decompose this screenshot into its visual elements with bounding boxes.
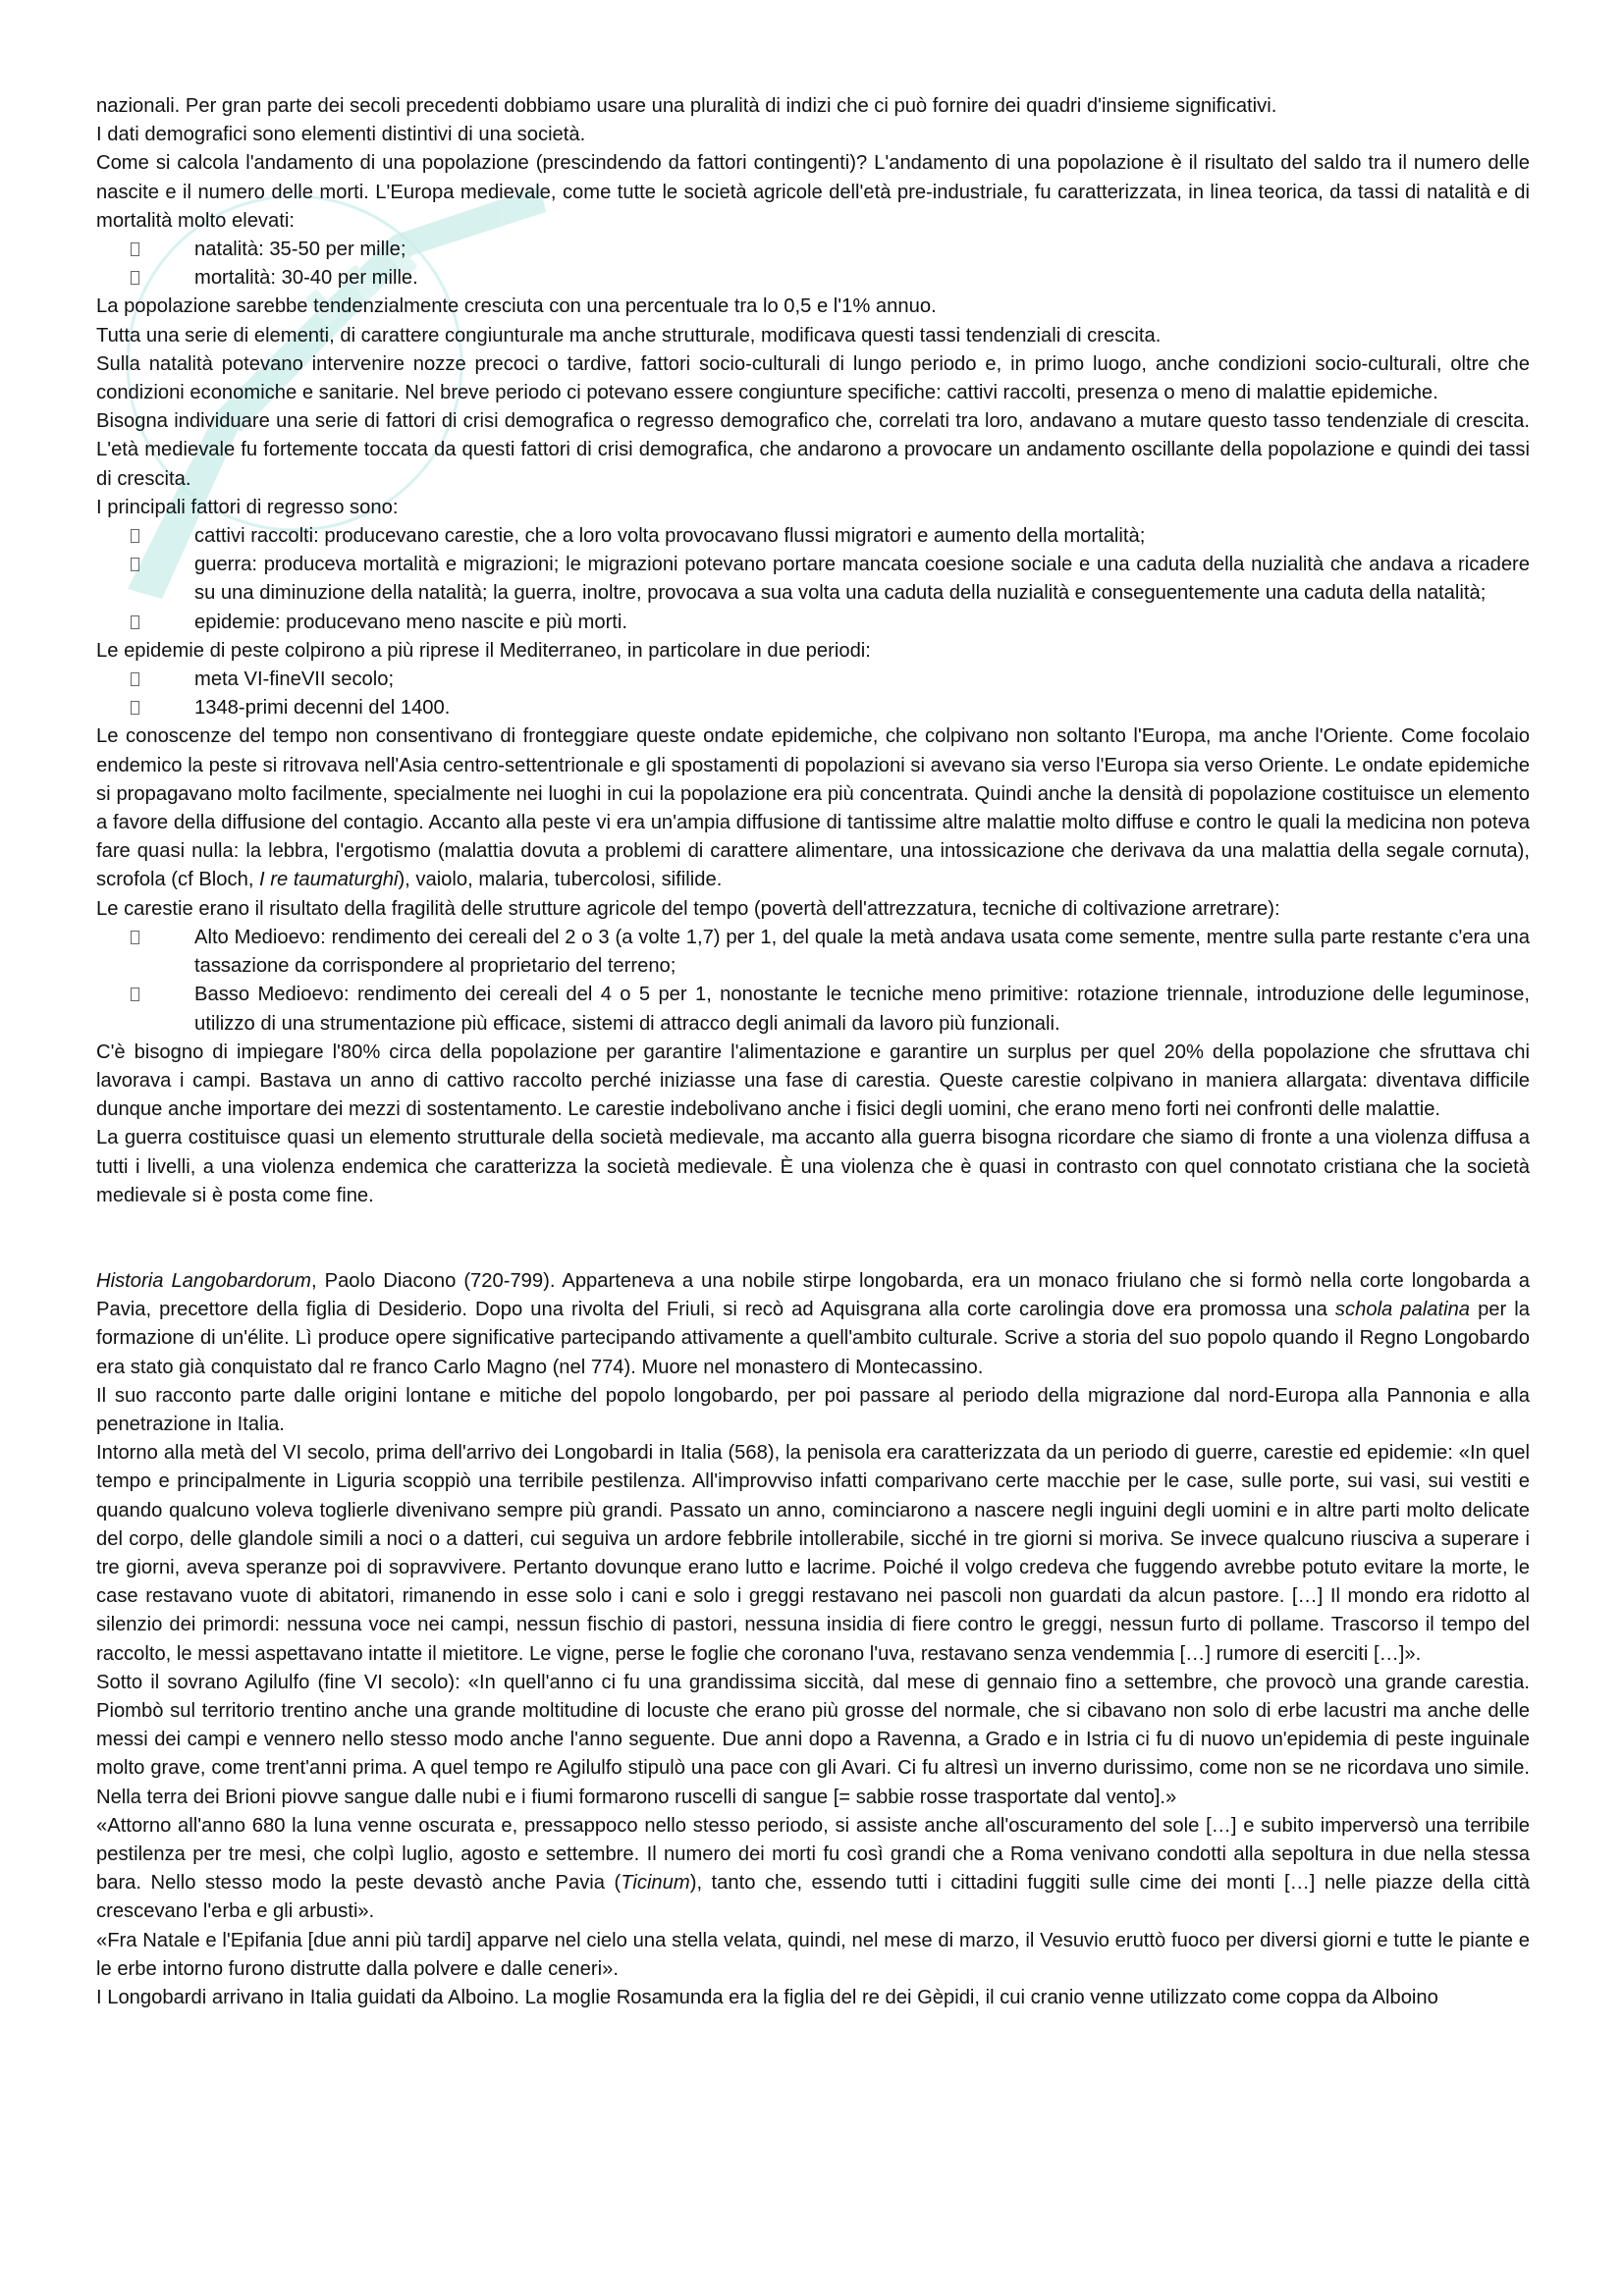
paragraph-narrative: Il suo racconto parte dalle origini lontane e mitiche del popolo longobardo, per poi passare al periodo della migrazione dal nord-Europa alla Pannonia e alla penetrazione in Italia. — [96, 1384, 1530, 1435]
paragraph-crisis: Bisogna individuare una serie di fattori di crisi demografica o regresso demografico che, correlati tra loro, andavano a mutare questo tasso tendenziale di crescita. L'età medievale fu fortemente toccata da questi fattori di crisi demografica, che andarono a provocare un andamento oscillante della popolazione e quindi dei tassi di crescita. — [96, 410, 1530, 490]
list-plague-periods — [96, 666, 1530, 722]
paragraph-680-quote: «Attorno all'anno 680 la luna venne oscurata e, pressappoco nello stesso periodo, si assiste anche all'oscuramento del sole […] e subito imperversò una terribile pestilenza per tre mesi, che colpì luglio, agosto e settembre. Il numero dei morti fu così grandi che a Roma venivano condotti alla sepoltura in due nella stessa bara. Nello stesso modo la peste devastò anche Pavia (Ticinum), tanto che, essendo tutti i cittadini fuggiti sulle cime dei monti […] nelle piazze della città crescevano l'erba e gli arbusti». — [96, 1814, 1530, 1923]
paragraph-growth: La popolazione sarebbe tendenzialmente cresciuta con una percentuale tra lo 0,5 e l'1% annuo. — [96, 295, 937, 318]
paragraph-natality: Sulla natalità potevano intervenire nozze precoci o tardive, fattori socio-culturali di lungo periodo e, in primo luogo, anche condizioni socio-culturali, oltre che condizioni economiche e sanitarie. Nel breve periodo ci potevano essere congiunture specifiche: cattivi raccolti, presenza o meno di malattie epidemiche. — [96, 352, 1530, 404]
bullet-icon — [131, 672, 139, 686]
section-gap — [96, 1210, 1530, 1267]
list-item: guerra: produceva mortalità e migrazioni; le migrazioni potevano portare mancata coesione sociale e una caduta della nuzialità che andava a ricadere su una diminuzione della natalità; la guerra, inoltre, provocava a sua volta una caduta della nuzialità e conseguentemente una caduta della natalità; — [96, 551, 1530, 608]
bullet-icon — [131, 558, 139, 571]
bullet-icon — [131, 931, 139, 944]
paragraph-plague-periods: Le epidemie di peste colpirono a più riprese il Mediterraneo, in particolare in due periodi: — [96, 639, 871, 662]
document-body — [96, 92, 1530, 2012]
paragraph-agilulfo-quote: Sotto il sovrano Agilulfo (fine VI secolo): «In quell'anno ci fu una grandissima siccità, dal mese di gennaio fino a settembre, che provocò una grande carestia. Piombò sul territorio trentino anche una grande moltitudine di locuste che erano più grosse del normale, che si cibavano non solo di erbe lacustri ma anche delle messi dei campi e vennero nello stesso modo anche l'anno seguente. Due anni dopo a Ravenna, a Grado e in Istria ci fu di nuovo un'epidemia di peste inguinale molto grave, come trent'anni prima. A quel tempo re Agilulfo stipulò una pace con gli Avari. Ci fu altresì un inverno durissimo, come non se ne ricordava uno simile. Nella terra dei Brioni piovve sangue dalle nubi e i fiumi formarono ruscelli di sangue [= sabbie rosse trasportate dal vento].» — [96, 1671, 1530, 1808]
bullet-icon — [131, 529, 139, 543]
paragraph-war: La guerra costituisce quasi un elemento strutturale della società medievale, ma accanto alla guerra bisogna ricordare che siamo di fronte a una violenza diffusa a tutti i livelli, a una violenza endemica che caratterizza la società medievale. È una violenza che è quasi in contrasto con quel connotato cristiana che la società medievale si è posta come fine. — [96, 1127, 1530, 1206]
paragraph-alboino: I Longobardi arrivano in Italia guidati da Alboino. La moglie Rosamunda era la figlia del re dei Gèpidi, il cui cranio venne utilizzato come coppa da Alboino — [96, 1987, 1438, 2008]
bullet-icon — [131, 701, 139, 715]
paragraph-demographic-data: I dati demografici sono elementi distintivi di una società. — [96, 124, 586, 146]
list-item: cattivi raccolti: producevano carestie, che a loro volta provocavano flussi migratori e aumento della mortalità; — [96, 522, 1530, 551]
paragraph-intro: nazionali. Per gran parte dei secoli precedenti dobbiamo usare una pluralità di indizi che ci può fornire dei quadri d'insieme significativi. — [96, 95, 1277, 117]
bullet-icon — [131, 271, 139, 285]
list-regression-factors — [96, 522, 1530, 637]
list-item: meta VI-fineVII secolo; — [96, 666, 1530, 694]
paragraph-historia: Historia Langobardorum, Paolo Diacono (720-799). Apparteneva a una nobile stirpe longobarda, era un monaco friulano che si formò nella corte longobarda a Pavia, precettore della figlia di Desiderio. Dopo una rivolta del Friuli, si recò ad Aquisgrana alla corte carolingia dove era promossa una schola palatina per la formazione di un'élite. Lì produce opere significative partecipando attivamente a quell'ambito culturale. Scrive a storia del suo popolo quando il Regno Longobardo era stato già conquistato dal re franco Carlo Magno (nel 774). Muore nel monastero di Montecassino. — [96, 1269, 1530, 1378]
list-cereal-yields — [96, 924, 1530, 1039]
list-rates — [96, 236, 1530, 293]
list-item: epidemie: producevano meno nascite e più morti. — [96, 609, 1530, 637]
bullet-icon — [131, 242, 139, 256]
list-item: natalità: 35-50 per mille; — [96, 236, 1530, 264]
list-item: Basso Medioevo: rendimento dei cereali del 4 o 5 per 1, nonostante le tecniche meno primitive: rotazione triennale, introduzione delle leguminose, utilizzo di una strumentazione più efficace, sistemi di attracco degli animali da lavoro più funzionali. — [96, 981, 1530, 1038]
list-item: mortalità: 30-40 per mille. — [96, 264, 1530, 293]
list-item: 1348-primi decenni del 1400. — [96, 694, 1530, 722]
bullet-icon — [131, 615, 139, 629]
paragraph-vesuvius-quote: «Fra Natale e l'Epifania [due anni più tardi] apparve nel cielo una stella velata, quindi, nel mese di marzo, il Vesuvio eruttò fuoco per diversi giorni e tutte le piante e le erbe intorno furono distrutte dalla polvere e dalle ceneri». — [96, 1929, 1530, 1980]
paragraph-epidemics: Le conoscenze del tempo non consentivano di fronteggiare queste ondate epidemiche, che colpivano non soltanto l'Europa, ma anche l'Oriente. Come focolaio endemico la peste si ritrovava nell'Asia centro-settentrionale e gli spostamenti di popolazioni si avevano sia verso l'Europa sia verso Oriente. Le ondate epidemiche si propagavano molto facilmente, specialmente nei luoghi in cui la popolazione era più concentrata. Quindi anche la densità di popolazione costituisce un elemento a favore della diffusione del contagio. Accanto alla peste vi era un'ampia diffusione di tantissime altre malattie molto diffuse e contro le quali la medicina non poteva fare quasi nulla: la lebbra, l'ergotismo (malattia dovuta a problemi di carattere alimentare, una intossicazione che derivava da una malattia della segale cornuta), scrofola (cf Bloch, I re taumaturghi), vaiolo, malaria, tubercolosi, sifilide. — [96, 725, 1530, 891]
paragraph-famines: Le carestie erano il risultato della fragilità delle strutture agricole del tempo (povertà dell'attrezzatura, tecniche di coltivazione arretrare): — [96, 897, 1280, 920]
paragraph-pestilence-quote: Intorno alla metà del VI secolo, prima dell'arrivo dei Longobardi in Italia (568), la penisola era caratterizzata da un periodo di guerre, carestie ed epidemie: «In quel tempo e principalmente in Liguria scoppiò una terribile pestilenza. All'improvviso infatti comparivano certe macchie per le case, sulle porte, sui vasi, sui vestiti e quando qualcuno voleva toglierle divenivano sempre più grandi. Passato un anno, cominciarono a nascere negli inguini degli uomini e in altre parti molto delicate del corpo, delle glandole simili a noci o a datteri, cui seguiva un ardore febbrile intollerabile, sicché in tre giorni si moriva. Se invece qualcuno riusciva a superare i tre giorni, aveva speranze poi di sopravvivere. Pertanto dovunque erano lutto e lacrime. Poiché il volgo credeva che fuggendo avrebbe potuto evitare la morte, le case restavano vuote di abitatori, rimanendo in esse solo i cani e solo i greggi restavano nei pascoli non guardati da alcun pastore. […] Il mondo era ridotto al silenzio dei primordi: nessuna voce nei campi, nessun fischio di pastori, nessuna insidia di fiere contro le greggi, nessun furto di pollame. Trascorso il tempo del raccolto, le messi aspettavano intatte il mietitore. Le vigne, perse le foglie che coronano l'uva, restavano senza vendemmia […] rumore di eserciti […]». — [96, 1442, 1530, 1665]
paragraph-factors-heading: I principali fattori di regresso sono: — [96, 496, 399, 518]
bullet-icon — [131, 988, 139, 1001]
paragraph-labour: C'è bisogno di impiegare l'80% circa della popolazione per garantire l'alimentazione e garantire un surplus per quel 20% della popolazione che sfruttava chi lavorava i campi. Bastava un anno di cattivo raccolto perché iniziasse una fase di carestia. Queste carestie colpivano in maniera allargata: diventava difficile dunque anche importare dei mezzi di sostentamento. Le carestie indebolivano anche i fisici degli uomini, che erano meno forti nei confronti delle malattie. — [96, 1041, 1530, 1121]
paragraph-population-trend: Come si calcola l'andamento di una popolazione (prescindendo da fattori contingenti)? L'andamento di una popolazione è il risultato del saldo tra il numero delle nascite e il numero delle morti. L'Europa medievale, come tutte le società agricole dell'età pre-industriale, fu caratterizzata, in linea teorica, da tassi di natalità e di mortalità molto elevati: — [96, 152, 1530, 232]
paragraph-elements: Tutta una serie di elementi, di carattere congiunturale ma anche strutturale, modificava questi tassi tendenziali di crescita. — [96, 324, 1162, 347]
list-item: Alto Medioevo: rendimento dei cereali del 2 o 3 (a volte 1,7) per 1, del quale la metà andava usata come semente, mentre sulla parte restante c'era una tassazione da corrispondere al proprietario del terreno; — [96, 924, 1530, 981]
